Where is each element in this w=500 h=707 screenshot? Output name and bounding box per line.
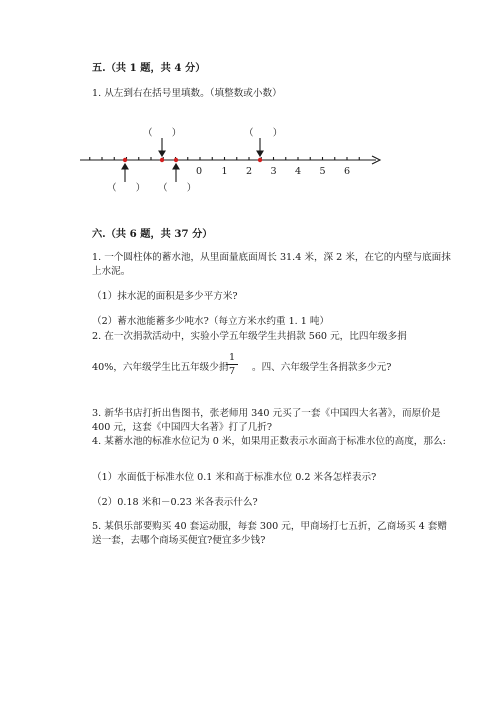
tick-label: 5 <box>319 166 326 177</box>
section6-q2-line1: 2. 在一次捐款活动中，实验小学五年级学生共捐款 560 元，比四年级多捐 <box>92 331 407 342</box>
pointer-arrowhead <box>159 151 165 156</box>
section6-q5: 5. 某俱乐部要购买 40 套运动服，每套 300 元，甲商场打七五折，乙商场买 4 套赠送一套，去哪个商场买便宜?便宜多少钱? <box>92 521 447 546</box>
section6-q4: 4. 某蓄水池的标准水位记为 0 米，如果用正数表示水面高于标准水位的高度，那么: <box>92 436 446 447</box>
bracket-bottom-2: （ ） <box>158 183 197 194</box>
fraction-denominator: 7 <box>228 366 236 377</box>
section6-q1-part2: （2）蓄水池能蓄多少吨水?（每立方米水约重 1. 1 吨） <box>92 316 330 327</box>
tick-label: 2 <box>246 166 253 177</box>
tick-label: 0 <box>196 166 203 177</box>
bracket-bottom-1: （ ） <box>107 183 146 194</box>
bracket-top-2: （ ） <box>244 128 283 139</box>
section6-q2-line2a: 40%，六年级学生比五年级少捐 <box>92 362 229 373</box>
marked-point <box>160 158 164 162</box>
tick-label: 6 <box>344 166 351 177</box>
section6-q1: 1. 一个圆柱体的蓄水池，从里面量底面周长 31.4 米，深 2 米，在它的内壁与底面抹上水泥。 <box>92 252 451 277</box>
marked-point <box>174 158 178 162</box>
pointer-arrowhead <box>173 164 179 169</box>
section6-q4-part2: （2）0.18 米和－0.23 米各表示什么? <box>92 497 258 508</box>
marked-point <box>258 158 262 162</box>
pointer-arrowhead <box>122 164 128 169</box>
section6-q1-part1: （1）抹水泥的面积是多少平方米? <box>92 291 238 302</box>
section6-title: 六.（共 6 题，共 37 分） <box>92 228 213 240</box>
tick-label: 1 <box>221 166 228 177</box>
pointer-arrowhead <box>257 151 263 156</box>
fraction-bar <box>226 364 238 365</box>
section6-q2-line2b: 。四、六年级学生各捐款多少元? <box>252 362 392 373</box>
section6-q4-part1: （1）水面低于标准水位 0.1 米和高于标准水位 0.2 米各怎样表示? <box>92 472 377 483</box>
section5-q1: 1. 从左到右在括号里填数。（填整数或小数） <box>92 88 282 99</box>
section6-q3: 3. 新华书店打折出售图书，张老师用 340 元买了一套《中国四大名著》，而原价是 400 元，这套《中国四大名著》打了几折? <box>92 408 441 433</box>
tick-label: 4 <box>295 166 302 177</box>
section5-title: 五.（共 1 题，共 4 分） <box>92 62 206 74</box>
marked-point <box>123 158 127 162</box>
tick-label: 3 <box>270 166 277 177</box>
fraction-numerator: 1 <box>228 352 236 363</box>
fraction-one-seventh <box>226 352 238 377</box>
bracket-top-1: （ ） <box>143 128 182 139</box>
